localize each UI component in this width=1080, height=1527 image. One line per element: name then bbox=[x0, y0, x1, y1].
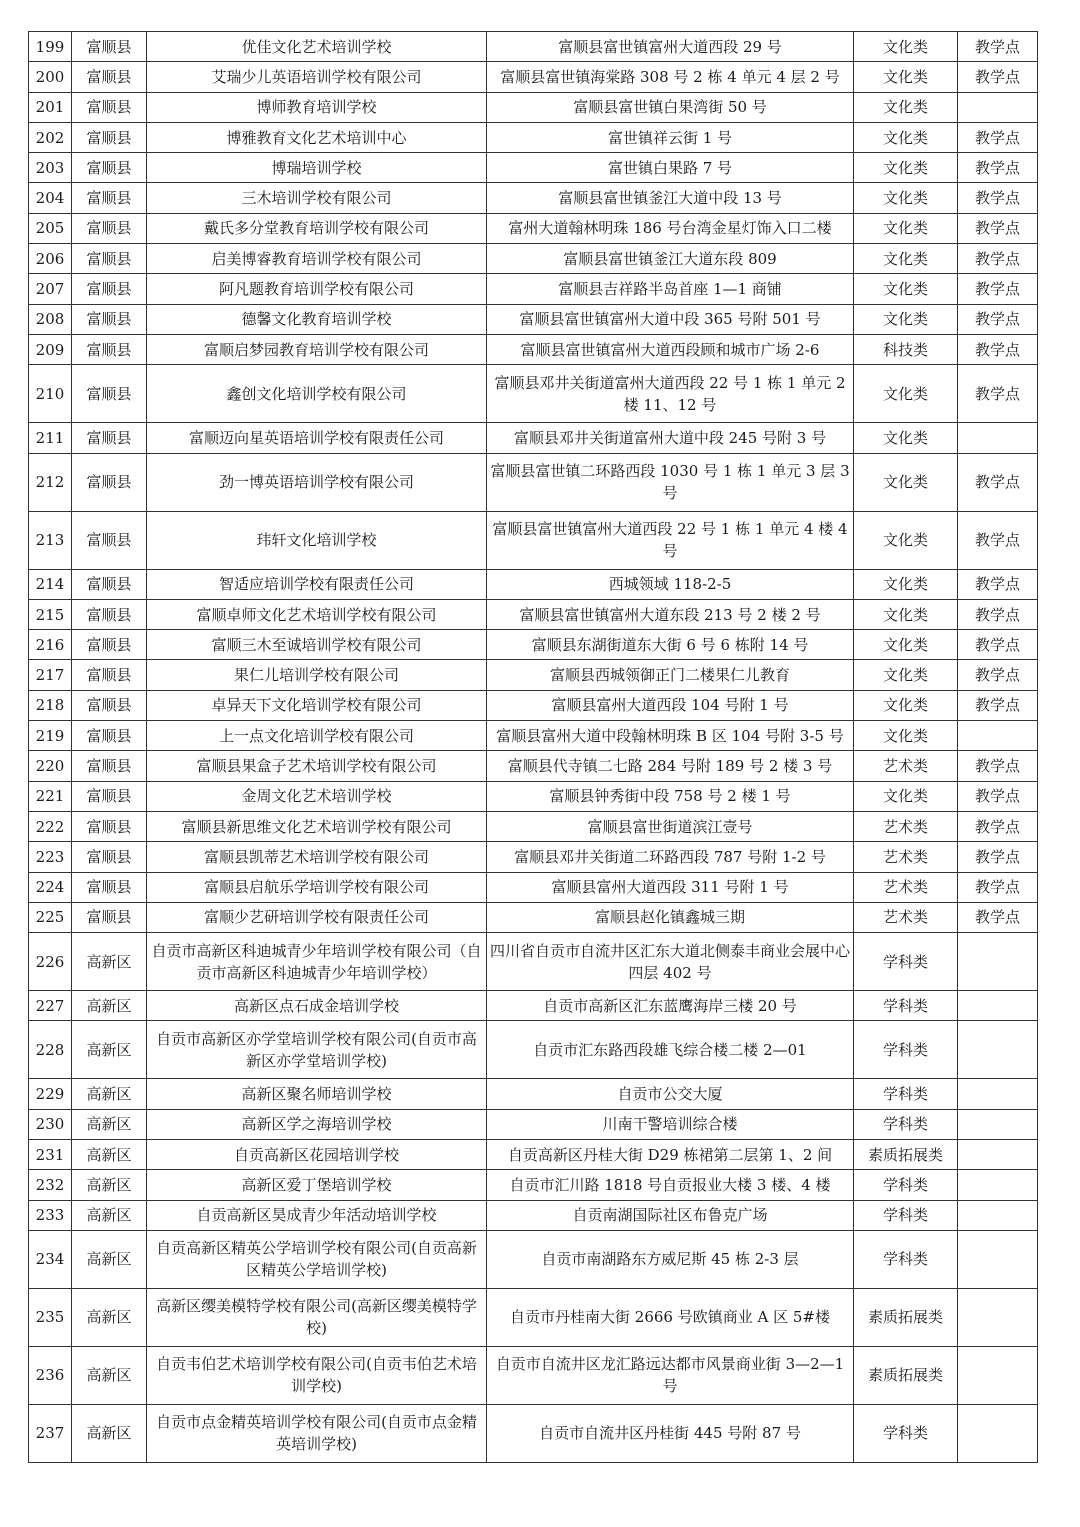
table-row bbox=[29, 599, 1038, 629]
school-name-cell: 自贡市高新区科迪城青少年培训学校有限公司（自贡市高新区科迪城青少年培训学校） bbox=[147, 933, 487, 991]
address-cell: 自贡南湖国际社区布鲁克广场 bbox=[487, 1200, 854, 1230]
school-name-cell: 智适应培训学校有限责任公司 bbox=[147, 569, 487, 599]
address-cell: 富顺县富世镇二环路西段 1030 号 1 栋 1 单元 3 层 3 号 bbox=[487, 453, 854, 511]
teaching-point-cell: 教学点 bbox=[958, 32, 1038, 62]
address-cell: 富顺县代寺镇二七路 284 号附 189 号 2 楼 3 号 bbox=[487, 751, 854, 781]
category-cell: 素质拓展类 bbox=[854, 1346, 958, 1404]
row-number: 220 bbox=[29, 751, 72, 781]
county-cell: 富顺县 bbox=[72, 872, 147, 902]
row-number: 202 bbox=[29, 122, 72, 152]
category-cell: 文化类 bbox=[854, 274, 958, 304]
row-number: 227 bbox=[29, 991, 72, 1021]
county-cell: 高新区 bbox=[72, 1109, 147, 1139]
county-cell: 富顺县 bbox=[72, 660, 147, 690]
category-cell: 文化类 bbox=[854, 153, 958, 183]
teaching-point-cell bbox=[958, 721, 1038, 751]
table-row bbox=[29, 511, 1038, 569]
row-number: 230 bbox=[29, 1109, 72, 1139]
county-cell: 高新区 bbox=[72, 1140, 147, 1170]
address-cell: 富顺县富世镇釜江大道中段 13 号 bbox=[487, 183, 854, 213]
address-cell: 富顺县富州大道中段翰林明珠 B 区 104 号附 3-5 号 bbox=[487, 721, 854, 751]
school-name-cell: 自贡高新区花园培训学校 bbox=[147, 1140, 487, 1170]
row-number: 217 bbox=[29, 660, 72, 690]
table-row bbox=[29, 122, 1038, 152]
school-name-cell: 自贡高新区精英公学培训学校有限公司(自贡高新区精英公学培训学校) bbox=[147, 1230, 487, 1288]
address-cell: 自贡市汇川路 1818 号自贡报业大楼 3 楼、4 楼 bbox=[487, 1170, 854, 1200]
row-number: 200 bbox=[29, 62, 72, 92]
teaching-point-cell: 教学点 bbox=[958, 365, 1038, 423]
category-cell: 文化类 bbox=[854, 721, 958, 751]
school-name-cell: 艾瑞少儿英语培训学校有限公司 bbox=[147, 62, 487, 92]
teaching-point-cell: 教学点 bbox=[958, 334, 1038, 364]
table-row bbox=[29, 244, 1038, 274]
category-cell: 文化类 bbox=[854, 122, 958, 152]
address-cell: 富顺县赵化镇鑫城三期 bbox=[487, 902, 854, 932]
teaching-point-cell: 教学点 bbox=[958, 62, 1038, 92]
teaching-point-cell bbox=[958, 1079, 1038, 1109]
teaching-point-cell: 教学点 bbox=[958, 453, 1038, 511]
teaching-point-cell: 教学点 bbox=[958, 569, 1038, 599]
table-row bbox=[29, 183, 1038, 213]
school-name-cell: 启美博睿教育培训学校有限公司 bbox=[147, 244, 487, 274]
category-cell: 学科类 bbox=[854, 1170, 958, 1200]
county-cell: 富顺县 bbox=[72, 902, 147, 932]
row-number: 203 bbox=[29, 153, 72, 183]
school-name-cell: 玮轩文化培训学校 bbox=[147, 511, 487, 569]
address-cell: 西城领域 118-2-5 bbox=[487, 569, 854, 599]
address-cell: 富州大道翰林明珠 186 号台湾金星灯饰入口二楼 bbox=[487, 213, 854, 243]
county-cell: 富顺县 bbox=[72, 569, 147, 599]
teaching-point-cell: 教学点 bbox=[958, 213, 1038, 243]
school-name-cell: 博雅教育文化艺术培训中心 bbox=[147, 122, 487, 152]
row-number: 228 bbox=[29, 1021, 72, 1079]
category-cell: 学科类 bbox=[854, 1109, 958, 1139]
school-name-cell: 优佳文化艺术培训学校 bbox=[147, 32, 487, 62]
address-cell: 富顺县邓井关街道富州大道中段 245 号附 3 号 bbox=[487, 423, 854, 453]
category-cell: 文化类 bbox=[854, 62, 958, 92]
school-name-cell: 富顺县凯蒂艺术培训学校有限公司 bbox=[147, 842, 487, 872]
address-cell: 富顺县邓井关街道二环路西段 787 号附 1-2 号 bbox=[487, 842, 854, 872]
school-name-cell: 富顺卓师文化艺术培训学校有限公司 bbox=[147, 599, 487, 629]
teaching-point-cell: 教学点 bbox=[958, 153, 1038, 183]
address-cell: 自贡市汇东路西段雄飞综合楼二楼 2—01 bbox=[487, 1021, 854, 1079]
row-number: 205 bbox=[29, 213, 72, 243]
address-cell: 四川省自贡市自流井区汇东大道北侧泰丰商业会展中心四层 402 号 bbox=[487, 933, 854, 991]
county-cell: 高新区 bbox=[72, 991, 147, 1021]
teaching-point-cell: 教学点 bbox=[958, 274, 1038, 304]
teaching-point-cell: 教学点 bbox=[958, 630, 1038, 660]
school-name-cell: 富顺县果盒子艺术培训学校有限公司 bbox=[147, 751, 487, 781]
address-cell: 富世镇祥云街 1 号 bbox=[487, 122, 854, 152]
teaching-point-cell: 教学点 bbox=[958, 599, 1038, 629]
category-cell: 学科类 bbox=[854, 1079, 958, 1109]
teaching-point-cell bbox=[958, 1109, 1038, 1139]
teaching-point-cell bbox=[958, 423, 1038, 453]
category-cell: 艺术类 bbox=[854, 751, 958, 781]
category-cell: 文化类 bbox=[854, 304, 958, 334]
county-cell: 高新区 bbox=[72, 933, 147, 991]
address-cell: 富顺县富世镇白果湾街 50 号 bbox=[487, 92, 854, 122]
county-cell: 富顺县 bbox=[72, 781, 147, 811]
school-name-cell: 富顺三木至诚培训学校有限公司 bbox=[147, 630, 487, 660]
county-cell: 富顺县 bbox=[72, 423, 147, 453]
row-number: 210 bbox=[29, 365, 72, 423]
address-cell: 自贡市高新区汇东蓝鹰海岸三楼 20 号 bbox=[487, 991, 854, 1021]
county-cell: 富顺县 bbox=[72, 274, 147, 304]
table-row bbox=[29, 1404, 1038, 1462]
teaching-point-cell bbox=[958, 1288, 1038, 1346]
row-number: 232 bbox=[29, 1170, 72, 1200]
school-name-cell: 果仁儿培训学校有限公司 bbox=[147, 660, 487, 690]
address-cell: 富世镇白果路 7 号 bbox=[487, 153, 854, 183]
address-cell: 自贡市南湖路东方威尼斯 45 栋 2-3 层 bbox=[487, 1230, 854, 1288]
row-number: 213 bbox=[29, 511, 72, 569]
row-number: 221 bbox=[29, 781, 72, 811]
row-number: 199 bbox=[29, 32, 72, 62]
teaching-point-cell bbox=[958, 1404, 1038, 1462]
county-cell: 富顺县 bbox=[72, 183, 147, 213]
row-number: 233 bbox=[29, 1200, 72, 1230]
table-row bbox=[29, 304, 1038, 334]
school-name-cell: 高新区缨美模特学校有限公司(高新区缨美模特学校) bbox=[147, 1288, 487, 1346]
teaching-point-cell bbox=[958, 1021, 1038, 1079]
county-cell: 富顺县 bbox=[72, 153, 147, 183]
category-cell: 文化类 bbox=[854, 423, 958, 453]
table-row bbox=[29, 902, 1038, 932]
category-cell: 文化类 bbox=[854, 183, 958, 213]
school-name-cell: 自贡市高新区亦学堂培训学校有限公司(自贡市高新区亦学堂培训学校) bbox=[147, 1021, 487, 1079]
row-number: 234 bbox=[29, 1230, 72, 1288]
county-cell: 富顺县 bbox=[72, 213, 147, 243]
table-row bbox=[29, 933, 1038, 991]
county-cell: 富顺县 bbox=[72, 721, 147, 751]
address-cell: 富顺县富世镇海棠路 308 号 2 栋 4 单元 4 层 2 号 bbox=[487, 62, 854, 92]
school-name-cell: 富顺县新思维文化艺术培训学校有限公司 bbox=[147, 811, 487, 841]
teaching-point-cell: 教学点 bbox=[958, 690, 1038, 720]
table-row bbox=[29, 781, 1038, 811]
address-cell: 自贡市自流井区龙汇路远达都市风景商业街 3—2—1 号 bbox=[487, 1346, 854, 1404]
school-name-cell: 阿凡题教育培训学校有限公司 bbox=[147, 274, 487, 304]
category-cell: 文化类 bbox=[854, 569, 958, 599]
table-row bbox=[29, 690, 1038, 720]
teaching-point-cell bbox=[958, 991, 1038, 1021]
category-cell: 文化类 bbox=[854, 781, 958, 811]
address-cell: 富顺县富世镇釜江大道东段 809 bbox=[487, 244, 854, 274]
county-cell: 富顺县 bbox=[72, 599, 147, 629]
category-cell: 学科类 bbox=[854, 1200, 958, 1230]
category-cell: 艺术类 bbox=[854, 811, 958, 841]
teaching-point-cell bbox=[958, 1170, 1038, 1200]
school-name-cell: 劲一博英语培训学校有限公司 bbox=[147, 453, 487, 511]
address-cell: 川南干警培训综合楼 bbox=[487, 1109, 854, 1139]
school-name-cell: 卓异天下文化培训学校有限公司 bbox=[147, 690, 487, 720]
table-row bbox=[29, 1230, 1038, 1288]
row-number: 214 bbox=[29, 569, 72, 599]
teaching-point-cell: 教学点 bbox=[958, 842, 1038, 872]
row-number: 204 bbox=[29, 183, 72, 213]
county-cell: 高新区 bbox=[72, 1200, 147, 1230]
category-cell: 学科类 bbox=[854, 1404, 958, 1462]
table-row bbox=[29, 1109, 1038, 1139]
address-cell: 富顺县富世镇富州大道中段 365 号附 501 号 bbox=[487, 304, 854, 334]
county-cell: 富顺县 bbox=[72, 304, 147, 334]
row-number: 226 bbox=[29, 933, 72, 991]
school-name-cell: 富顺少艺研培训学校有限责任公司 bbox=[147, 902, 487, 932]
table-row bbox=[29, 811, 1038, 841]
address-cell: 富顺县吉祥路半岛首座 1—1 商铺 bbox=[487, 274, 854, 304]
row-number: 225 bbox=[29, 902, 72, 932]
category-cell: 文化类 bbox=[854, 630, 958, 660]
county-cell: 富顺县 bbox=[72, 62, 147, 92]
address-cell: 富顺县钟秀街中段 758 号 2 楼 1 号 bbox=[487, 781, 854, 811]
address-cell: 富顺县富州大道西段 104 号附 1 号 bbox=[487, 690, 854, 720]
schools-table bbox=[28, 31, 1038, 1463]
school-name-cell: 戴氏多分堂教育培训学校有限公司 bbox=[147, 213, 487, 243]
teaching-point-cell bbox=[958, 1140, 1038, 1170]
table-row bbox=[29, 274, 1038, 304]
row-number: 209 bbox=[29, 334, 72, 364]
table-row bbox=[29, 1346, 1038, 1404]
row-number: 235 bbox=[29, 1288, 72, 1346]
table-row bbox=[29, 991, 1038, 1021]
address-cell: 富顺县东湖街道东大街 6 号 6 栋附 14 号 bbox=[487, 630, 854, 660]
row-number: 216 bbox=[29, 630, 72, 660]
county-cell: 高新区 bbox=[72, 1346, 147, 1404]
school-name-cell: 自贡韦伯艺术培训学校有限公司(自贡韦伯艺术培训学校) bbox=[147, 1346, 487, 1404]
county-cell: 富顺县 bbox=[72, 842, 147, 872]
county-cell: 高新区 bbox=[72, 1079, 147, 1109]
table-row bbox=[29, 423, 1038, 453]
row-number: 218 bbox=[29, 690, 72, 720]
school-name-cell: 自贡高新区昊成青少年活动培训学校 bbox=[147, 1200, 487, 1230]
teaching-point-cell: 教学点 bbox=[958, 872, 1038, 902]
county-cell: 高新区 bbox=[72, 1404, 147, 1462]
address-cell: 富顺县富世镇富州大道西段顾和城市广场 2-6 bbox=[487, 334, 854, 364]
teaching-point-cell bbox=[958, 1346, 1038, 1404]
address-cell: 自贡高新区丹桂大街 D29 栋裙第二层第 1、2 间 bbox=[487, 1140, 854, 1170]
row-number: 215 bbox=[29, 599, 72, 629]
school-name-cell: 富顺启梦园教育培训学校有限公司 bbox=[147, 334, 487, 364]
row-number: 222 bbox=[29, 811, 72, 841]
county-cell: 高新区 bbox=[72, 1170, 147, 1200]
address-cell: 自贡市丹桂南大街 2666 号欧镇商业 A 区 5#楼 bbox=[487, 1288, 854, 1346]
row-number: 236 bbox=[29, 1346, 72, 1404]
county-cell: 富顺县 bbox=[72, 122, 147, 152]
school-name-cell: 金周文化艺术培训学校 bbox=[147, 781, 487, 811]
address-cell: 富顺县富世镇富州大道西段 22 号 1 栋 1 单元 4 楼 4 号 bbox=[487, 511, 854, 569]
category-cell: 素质拓展类 bbox=[854, 1140, 958, 1170]
row-number: 231 bbox=[29, 1140, 72, 1170]
category-cell: 学科类 bbox=[854, 933, 958, 991]
address-cell: 富顺县富世镇富州大道东段 213 号 2 楼 2 号 bbox=[487, 599, 854, 629]
table-row bbox=[29, 630, 1038, 660]
row-number: 211 bbox=[29, 423, 72, 453]
teaching-point-cell bbox=[958, 92, 1038, 122]
teaching-point-cell: 教学点 bbox=[958, 122, 1038, 152]
address-cell: 富顺县邓井关街道富州大道西段 22 号 1 栋 1 单元 2 楼 11、12 号 bbox=[487, 365, 854, 423]
school-name-cell: 鑫创文化培训学校有限公司 bbox=[147, 365, 487, 423]
teaching-point-cell: 教学点 bbox=[958, 244, 1038, 274]
teaching-point-cell: 教学点 bbox=[958, 811, 1038, 841]
address-cell: 富顺县西城领御正门二楼果仁儿教育 bbox=[487, 660, 854, 690]
school-name-cell: 富顺迈向星英语培训学校有限责任公司 bbox=[147, 423, 487, 453]
table-row bbox=[29, 842, 1038, 872]
county-cell: 富顺县 bbox=[72, 32, 147, 62]
school-name-cell: 博瑞培训学校 bbox=[147, 153, 487, 183]
school-name-cell: 富顺县启航乐学培训学校有限公司 bbox=[147, 872, 487, 902]
table-row bbox=[29, 1140, 1038, 1170]
teaching-point-cell bbox=[958, 1230, 1038, 1288]
table-row bbox=[29, 1288, 1038, 1346]
teaching-point-cell: 教学点 bbox=[958, 660, 1038, 690]
school-name-cell: 高新区学之海培训学校 bbox=[147, 1109, 487, 1139]
school-name-cell: 德馨文化教育培训学校 bbox=[147, 304, 487, 334]
school-name-cell: 高新区点石成金培训学校 bbox=[147, 991, 487, 1021]
category-cell: 素质拓展类 bbox=[854, 1288, 958, 1346]
school-name-cell: 高新区聚名师培训学校 bbox=[147, 1079, 487, 1109]
table-row bbox=[29, 453, 1038, 511]
address-cell: 富顺县富州大道西段 311 号附 1 号 bbox=[487, 872, 854, 902]
row-number: 237 bbox=[29, 1404, 72, 1462]
school-name-cell: 高新区爱丁堡培训学校 bbox=[147, 1170, 487, 1200]
row-number: 229 bbox=[29, 1079, 72, 1109]
category-cell: 艺术类 bbox=[854, 842, 958, 872]
teaching-point-cell: 教学点 bbox=[958, 902, 1038, 932]
school-name-cell: 三木培训学校有限公司 bbox=[147, 183, 487, 213]
county-cell: 富顺县 bbox=[72, 630, 147, 660]
teaching-point-cell: 教学点 bbox=[958, 511, 1038, 569]
county-cell: 富顺县 bbox=[72, 365, 147, 423]
row-number: 219 bbox=[29, 721, 72, 751]
teaching-point-cell bbox=[958, 1200, 1038, 1230]
teaching-point-cell: 教学点 bbox=[958, 781, 1038, 811]
address-cell: 自贡市自流井区丹桂街 445 号附 87 号 bbox=[487, 1404, 854, 1462]
teaching-point-cell: 教学点 bbox=[958, 304, 1038, 334]
county-cell: 高新区 bbox=[72, 1021, 147, 1079]
county-cell: 高新区 bbox=[72, 1230, 147, 1288]
row-number: 223 bbox=[29, 842, 72, 872]
category-cell: 文化类 bbox=[854, 511, 958, 569]
teaching-point-cell: 教学点 bbox=[958, 183, 1038, 213]
table-row bbox=[29, 153, 1038, 183]
category-cell: 文化类 bbox=[854, 690, 958, 720]
row-number: 212 bbox=[29, 453, 72, 511]
county-cell: 富顺县 bbox=[72, 453, 147, 511]
county-cell: 富顺县 bbox=[72, 511, 147, 569]
table-row bbox=[29, 751, 1038, 781]
address-cell: 自贡市公交大厦 bbox=[487, 1079, 854, 1109]
table-row bbox=[29, 1200, 1038, 1230]
county-cell: 富顺县 bbox=[72, 334, 147, 364]
category-cell: 科技类 bbox=[854, 334, 958, 364]
row-number: 207 bbox=[29, 274, 72, 304]
address-cell: 富顺县富世街道滨江壹号 bbox=[487, 811, 854, 841]
table-row bbox=[29, 1021, 1038, 1079]
table-row bbox=[29, 334, 1038, 364]
category-cell: 学科类 bbox=[854, 1021, 958, 1079]
county-cell: 富顺县 bbox=[72, 751, 147, 781]
category-cell: 文化类 bbox=[854, 365, 958, 423]
school-name-cell: 上一点文化培训学校有限公司 bbox=[147, 721, 487, 751]
row-number: 208 bbox=[29, 304, 72, 334]
row-number: 224 bbox=[29, 872, 72, 902]
category-cell: 文化类 bbox=[854, 213, 958, 243]
row-number: 201 bbox=[29, 92, 72, 122]
category-cell: 艺术类 bbox=[854, 902, 958, 932]
table-row bbox=[29, 62, 1038, 92]
county-cell: 富顺县 bbox=[72, 92, 147, 122]
table-row bbox=[29, 365, 1038, 423]
category-cell: 文化类 bbox=[854, 453, 958, 511]
category-cell: 学科类 bbox=[854, 1230, 958, 1288]
county-cell: 富顺县 bbox=[72, 244, 147, 274]
table-row bbox=[29, 1079, 1038, 1109]
table-row bbox=[29, 213, 1038, 243]
table-body bbox=[29, 32, 1038, 1463]
table-row bbox=[29, 1170, 1038, 1200]
category-cell: 文化类 bbox=[854, 92, 958, 122]
table-row bbox=[29, 32, 1038, 62]
county-cell: 富顺县 bbox=[72, 811, 147, 841]
category-cell: 文化类 bbox=[854, 32, 958, 62]
category-cell: 文化类 bbox=[854, 244, 958, 274]
table-row bbox=[29, 569, 1038, 599]
teaching-point-cell bbox=[958, 933, 1038, 991]
school-name-cell: 博师教育培训学校 bbox=[147, 92, 487, 122]
category-cell: 文化类 bbox=[854, 599, 958, 629]
table-row bbox=[29, 92, 1038, 122]
table-row bbox=[29, 872, 1038, 902]
category-cell: 艺术类 bbox=[854, 872, 958, 902]
county-cell: 富顺县 bbox=[72, 690, 147, 720]
category-cell: 文化类 bbox=[854, 660, 958, 690]
address-cell: 富顺县富世镇富州大道西段 29 号 bbox=[487, 32, 854, 62]
table-row bbox=[29, 660, 1038, 690]
county-cell: 高新区 bbox=[72, 1288, 147, 1346]
school-name-cell: 自贡市点金精英培训学校有限公司(自贡市点金精英培训学校) bbox=[147, 1404, 487, 1462]
row-number: 206 bbox=[29, 244, 72, 274]
category-cell: 学科类 bbox=[854, 991, 958, 1021]
teaching-point-cell: 教学点 bbox=[958, 751, 1038, 781]
table-row bbox=[29, 721, 1038, 751]
